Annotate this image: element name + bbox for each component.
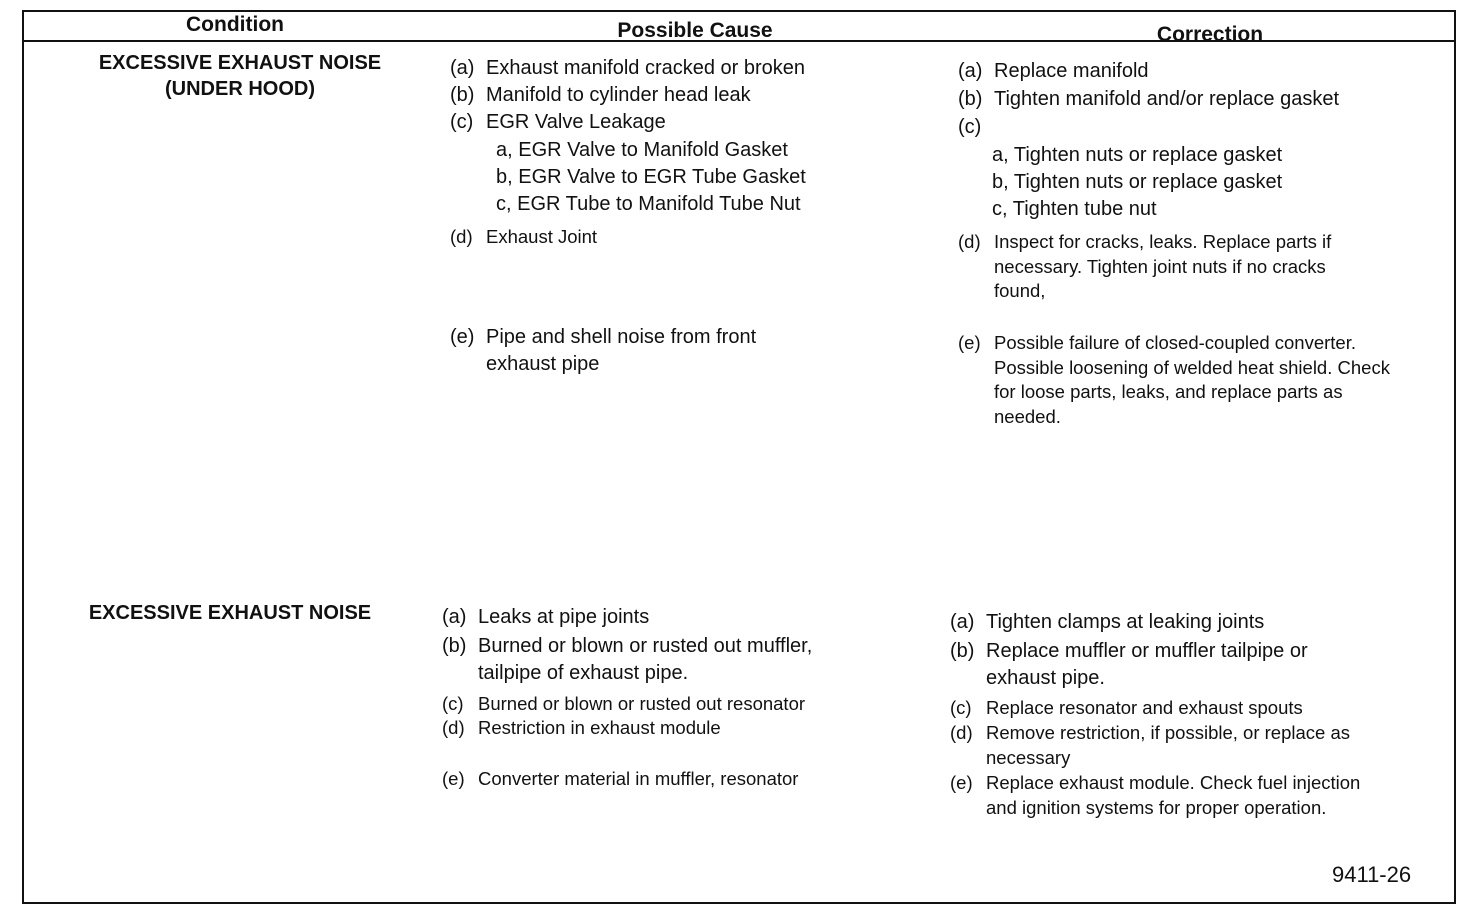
row1-cause-sub-a: a, EGR Valve to Manifold Gasket (496, 139, 788, 161)
row2-correction-a: (a) Tighten clamps at leaking joints (950, 611, 1265, 633)
row2-condition (60, 600, 400, 626)
row2-cause-d: (d) Restriction in exhaust module (442, 717, 721, 738)
row1-correction-sub-c: c, Tighten tube nut (992, 198, 1157, 220)
row2-condition-line1: EXCESSIVE EXHAUST NOISE (88, 602, 372, 624)
header-possible-cause: Possible Cause (617, 19, 773, 42)
row1-cause-sub-b: b, EGR Valve to EGR Tube Gasket (496, 166, 806, 188)
row1-cause-sub-c: c, EGR Tube to Manifold Tube Nut (496, 193, 801, 215)
row1-condition (70, 50, 410, 102)
row1-cause-c: (c) EGR Valve Leakage (450, 111, 666, 133)
row2-cause-c: (c) Burned or blown or rusted out resonator (442, 693, 806, 714)
row1-correction-sub-b: b, Tighten nuts or replace gasket (992, 171, 1283, 193)
row2-cause-b: (b) Burned or blown or rusted out muffler, tailpipe of exhaust pipe. (442, 635, 813, 684)
row1-cause-a: (a) Exhaust manifold cracked or broken (450, 57, 806, 79)
row2-cause-a: (a) Leaks at pipe joints (442, 606, 650, 628)
row1-correction-b: (b) Tighten manifold and/or replace gasket (958, 88, 1340, 110)
row1-cause-b: (b) Manifold to cylinder head leak (450, 84, 751, 106)
row2-cause-e: (e) Converter material in muffler, resonator (442, 768, 799, 789)
row1-correction-sub-a: a, Tighten nuts or replace gasket (992, 144, 1283, 166)
header-condition: Condition (186, 13, 284, 36)
row2-correction-d: (d) Remove restriction, if possible, or replace as necessary (950, 722, 1350, 768)
row1-cause-e: (e) Pipe and shell noise from front exhaust pipe (450, 326, 757, 375)
row2-correction-e: (e) Replace exhaust module. Check fuel injection and ignition systems for proper operation. (950, 772, 1361, 818)
header-correction: Correction (1156, 23, 1264, 46)
row1-condition-line1: EXCESSIVE EXHAUST NOISE (98, 52, 382, 74)
row1-cause-d: (d) Exhaust Joint (450, 226, 598, 247)
row2-correction-c: (c) Replace resonator and exhaust spouts (950, 697, 1303, 718)
row1-correction-d: (d) Inspect for cracks, leaks. Replace parts if necessary. Tighten joint nuts if no cracks found, (958, 231, 1332, 301)
row2-correction-b: (b) Replace muffler or muffler tailpipe or exhaust pipe. (950, 640, 1308, 689)
figure-number: 9411-26 (1332, 862, 1412, 887)
row1-condition-line2: (UNDER HOOD) (165, 78, 315, 100)
row1-correction-e: (e) Possible failure of closed-coupled converter. Possible loosening of welded heat shield. Check for loose parts, leaks, and replace parts as needed. (958, 332, 1390, 427)
row1-correction-a: (a) Replace manifold (958, 60, 1149, 82)
row1-correction-c: (c) (958, 116, 982, 138)
